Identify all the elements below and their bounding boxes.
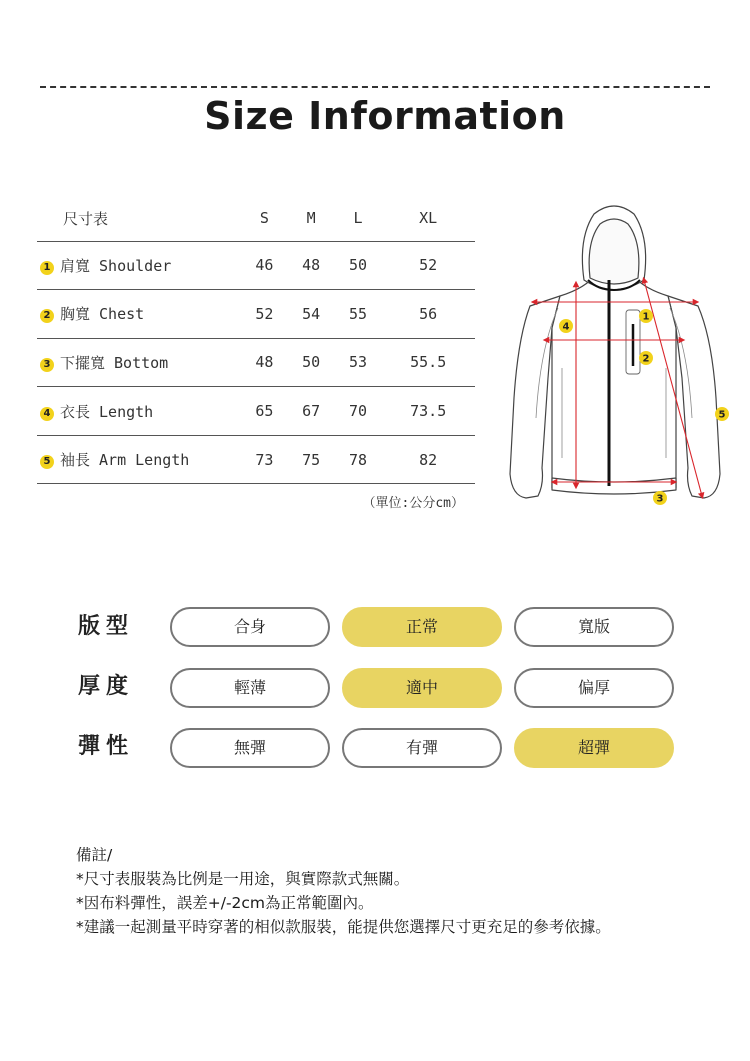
row-label: [37, 435, 241, 484]
number-badge: 4: [40, 407, 54, 421]
size-header-l: L: [335, 196, 382, 241]
page-title: Size Information: [204, 94, 566, 138]
badge-chest: 2: [642, 353, 650, 365]
option-elasticity-none[interactable]: 無彈: [170, 728, 330, 768]
table-cell: 53: [335, 338, 382, 387]
table-cell: 73: [241, 435, 288, 484]
table-cell: 48: [288, 241, 335, 290]
option-elasticity-super[interactable]: 超彈: [514, 728, 674, 768]
number-badge: 3: [40, 358, 54, 372]
note-line: *因布料彈性，誤差+/-2cm為正常範圍內。: [76, 894, 374, 912]
table-row: [37, 435, 475, 484]
table-cell: 52: [381, 241, 475, 290]
table-row: [37, 290, 475, 339]
hood-inner: [589, 219, 639, 284]
number-badge: 5: [40, 455, 54, 469]
row-label: [37, 290, 241, 339]
badge-arm: 5: [718, 409, 726, 421]
option-elasticity-stretch[interactable]: 有彈: [342, 728, 502, 768]
table-cell: 56: [381, 290, 475, 339]
table-row: [37, 338, 475, 387]
table-row: [37, 387, 475, 436]
table-cell: 48: [241, 338, 288, 387]
option-fit-regular[interactable]: 正常: [342, 607, 502, 647]
note-line: *建議一起測量平時穿著的相似款服裝，能提供您選擇尺寸更充足的參考依據。: [76, 918, 611, 936]
option-thickness-medium[interactable]: 適中: [342, 668, 502, 708]
notes-heading: 備註/: [76, 846, 113, 864]
table-cell: 55.5: [381, 338, 475, 387]
attr-label-thickness: 厚度: [78, 674, 135, 699]
measure-name: 胸寬 Chest: [60, 305, 145, 324]
table-cell: 67: [288, 387, 335, 436]
table-cell: 82: [381, 435, 475, 484]
badge-length: 4: [562, 321, 570, 333]
measure-name: 衣長 Length: [60, 402, 154, 421]
measure-name: 袖長 Arm Length: [60, 451, 190, 470]
option-fit-slim[interactable]: 合身: [170, 607, 330, 647]
size-table: [37, 196, 475, 484]
size-table-header: [37, 196, 475, 241]
measure-name: 肩寬 Shoulder: [60, 256, 172, 275]
table-cell: 46: [241, 241, 288, 290]
table-cell: 75: [288, 435, 335, 484]
jacket-diagram: [500, 198, 735, 510]
badge-bottom: 3: [656, 493, 664, 505]
attr-label-fit: 版型: [78, 614, 135, 639]
attr-label-elasticity: 彈性: [78, 734, 135, 759]
table-cell: 50: [288, 338, 335, 387]
jacket-body: [552, 274, 676, 492]
table-cell: 78: [335, 435, 382, 484]
badge-shoulder: 1: [642, 311, 650, 323]
number-badge: 1: [40, 261, 54, 275]
table-cell: 65: [241, 387, 288, 436]
table-cell: 73.5: [381, 387, 475, 436]
number-badge: 2: [40, 309, 54, 323]
note-line: *尺寸表服裝為比例是一用途，與實際款式無關。: [76, 870, 410, 888]
table-cell: 50: [335, 241, 382, 290]
size-table-header-label: 尺寸表: [37, 196, 241, 241]
row-label: [37, 387, 241, 436]
table-cell: 52: [241, 290, 288, 339]
row-label: [37, 241, 241, 290]
jacket-outline: [510, 206, 720, 498]
row-label: [37, 338, 241, 387]
option-thickness-thick[interactable]: 偏厚: [514, 668, 674, 708]
option-thickness-light[interactable]: 輕薄: [170, 668, 330, 708]
notes: [76, 843, 611, 939]
table-row: [37, 241, 475, 290]
size-header-m: M: [288, 196, 335, 241]
table-cell: 55: [335, 290, 382, 339]
option-fit-loose[interactable]: 寬版: [514, 607, 674, 647]
table-cell: 54: [288, 290, 335, 339]
size-header-xl: XL: [381, 196, 475, 241]
size-header-s: S: [241, 196, 288, 241]
unit-note: （單位:公分cm）: [362, 496, 464, 511]
measure-name: 下擺寬 Bottom: [60, 353, 169, 372]
table-cell: 70: [335, 387, 382, 436]
dashed-divider: [40, 86, 710, 88]
